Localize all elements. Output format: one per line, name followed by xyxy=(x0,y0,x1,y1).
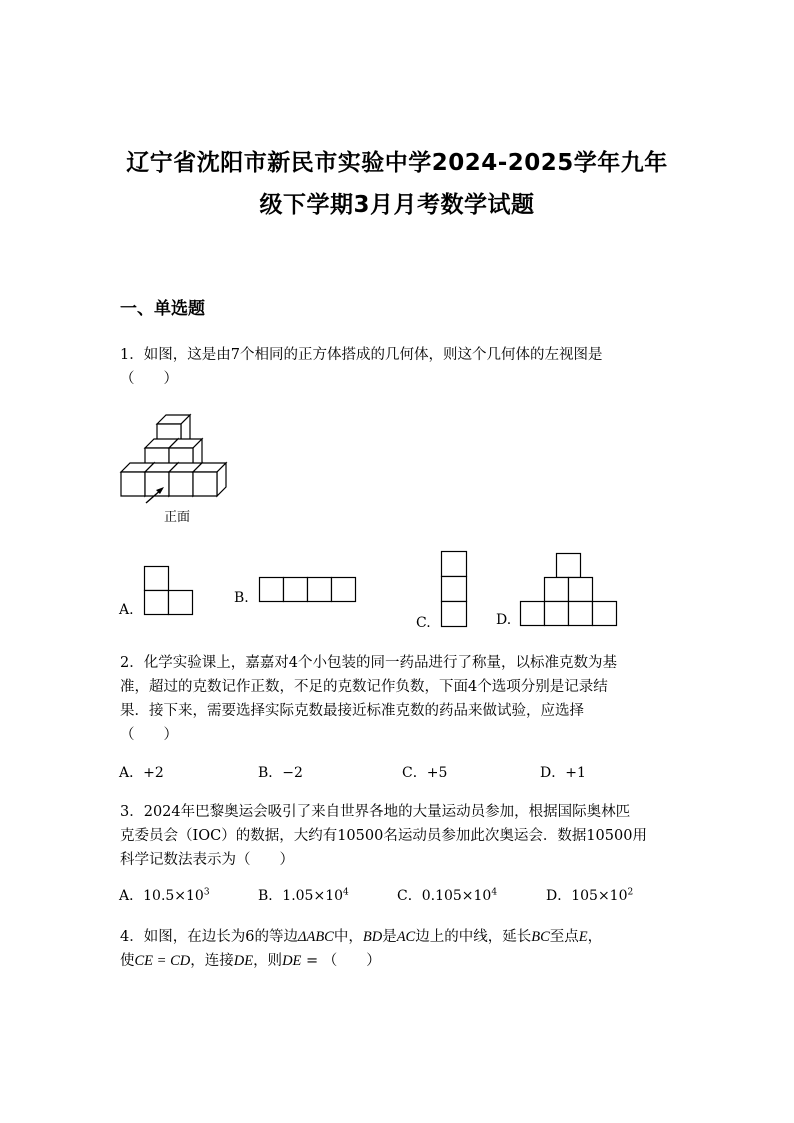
q3-option-b-base: 1.05×10 xyxy=(282,888,344,904)
q2-option-a[interactable] xyxy=(119,762,164,782)
q1-option-b-label[interactable]: B. xyxy=(234,590,249,606)
q2-option-a-value: +2 xyxy=(143,765,164,781)
cube-face xyxy=(145,472,169,496)
q3-option-d-exponent: 2 xyxy=(627,887,634,898)
q3-option-c-exponent: 4 xyxy=(491,887,498,898)
q3-option-b[interactable] xyxy=(258,885,349,905)
q4-text-2: 中， xyxy=(333,929,363,945)
question-4-line-1 xyxy=(120,925,602,946)
q3-option-b-label: B． xyxy=(258,888,283,904)
q4-text-6: ， xyxy=(587,929,603,945)
q4-text-1: 4．如图，在边长为6的等边 xyxy=(120,929,298,945)
section-heading: 一、单选题 xyxy=(120,299,205,319)
q4-text-9: ，则 xyxy=(253,953,283,969)
q2-option-b-label: B． xyxy=(258,765,283,781)
question-2-line-2: 准，超过的克数记作正数，不足的克数记作负数，下面4个选项分别是记录结 xyxy=(120,679,608,695)
q3-option-c-base: 0.105×10 xyxy=(421,888,492,904)
q3-option-a[interactable] xyxy=(119,885,210,905)
page-title-line-2: 级下学期3月月考数学试题 xyxy=(259,192,535,218)
q1-option-c-label[interactable]: C. xyxy=(416,615,431,631)
q4-segment-de-2: DE xyxy=(282,953,302,969)
q1-option-d-figure[interactable] xyxy=(520,553,618,627)
q4-text-4: 边上的中线，延长 xyxy=(415,929,532,945)
question-4-line-2 xyxy=(120,949,381,970)
q3-option-d[interactable] xyxy=(546,885,633,905)
question-2-line-3: 果．接下来，需要选择实际克数最接近标准克数的药品来做试验，应选择 xyxy=(120,703,584,719)
q2-option-d-label: D． xyxy=(540,765,566,781)
q2-option-b[interactable] xyxy=(258,762,303,782)
q3-option-a-base: 10.5×10 xyxy=(143,888,204,904)
q1-figure-label: 正面 xyxy=(164,510,191,525)
q1-option-a-label[interactable]: A. xyxy=(119,602,134,618)
q3-option-c[interactable] xyxy=(397,885,497,905)
q3-option-b-exponent: 4 xyxy=(343,887,349,898)
q4-text-10: = （ ） xyxy=(301,953,381,969)
q4-text-8: ，连接 xyxy=(190,953,234,969)
q4-segment-ac: AC xyxy=(396,929,416,945)
q4-text-5: 至点 xyxy=(549,929,579,945)
cube-face xyxy=(121,472,145,496)
question-3-line-3: 科学记数法表示为（ ） xyxy=(120,852,294,868)
q3-option-d-base: 105×10 xyxy=(571,888,628,904)
page-title-line-1: 辽宁省沈阳市新民市实验中学2024-2025学年九年 xyxy=(126,150,668,176)
question-2-line-1: 2．化学实验课上，嘉嘉对4个小包装的同一药品进行了称量，以标准克数为基 xyxy=(120,655,617,671)
question-1-text: 1．如图，这是由7个相同的正方体搭成的几何体，则这个几何体的左视图是 xyxy=(120,347,603,363)
q4-segment-bc: BC xyxy=(531,929,550,945)
q2-option-d-value: +1 xyxy=(565,765,586,781)
cube-face xyxy=(169,472,193,496)
question-1-paren: （ ） xyxy=(120,371,178,387)
question-3-line-2: 克委员会（IOC）的数据，大约有10500名运动员参加此次奥运会．数据10500用 xyxy=(120,828,647,844)
q1-option-a-figure[interactable] xyxy=(144,566,194,616)
q2-option-b-value: −2 xyxy=(282,765,303,781)
q4-triangle-abc: ΔABC xyxy=(297,929,334,945)
q1-option-b-figure[interactable] xyxy=(259,577,356,602)
q2-option-c-value: +5 xyxy=(426,765,448,781)
q2-option-d[interactable] xyxy=(540,762,586,782)
question-3-line-1: 3．2024年巴黎奥运会吸引了来自世界各地的大量运动员参加，根据国际奥林匹 xyxy=(120,804,631,820)
q3-option-a-label: A． xyxy=(119,888,144,904)
q2-option-c-label: C． xyxy=(402,765,427,781)
q4-text-3: 是 xyxy=(382,929,397,945)
q2-option-c[interactable] xyxy=(402,762,447,782)
question-2-line-4: （ ） xyxy=(120,727,178,743)
q2-option-a-label: A． xyxy=(119,765,144,781)
q3-option-a-exponent: 3 xyxy=(203,887,210,898)
q4-equation-ce-cd: CE = CD xyxy=(134,953,191,969)
q1-option-c-figure[interactable] xyxy=(441,551,467,628)
cube-face xyxy=(193,472,217,496)
q1-option-d-label[interactable]: D. xyxy=(496,612,512,628)
q4-segment-bd: BD xyxy=(362,929,383,945)
q4-segment-de: DE xyxy=(233,953,254,969)
q4-text-7: 使 xyxy=(120,953,135,969)
q3-option-d-label: D． xyxy=(546,888,572,904)
q3-option-c-label: C． xyxy=(397,888,422,904)
q4-point-e: E xyxy=(578,929,588,945)
